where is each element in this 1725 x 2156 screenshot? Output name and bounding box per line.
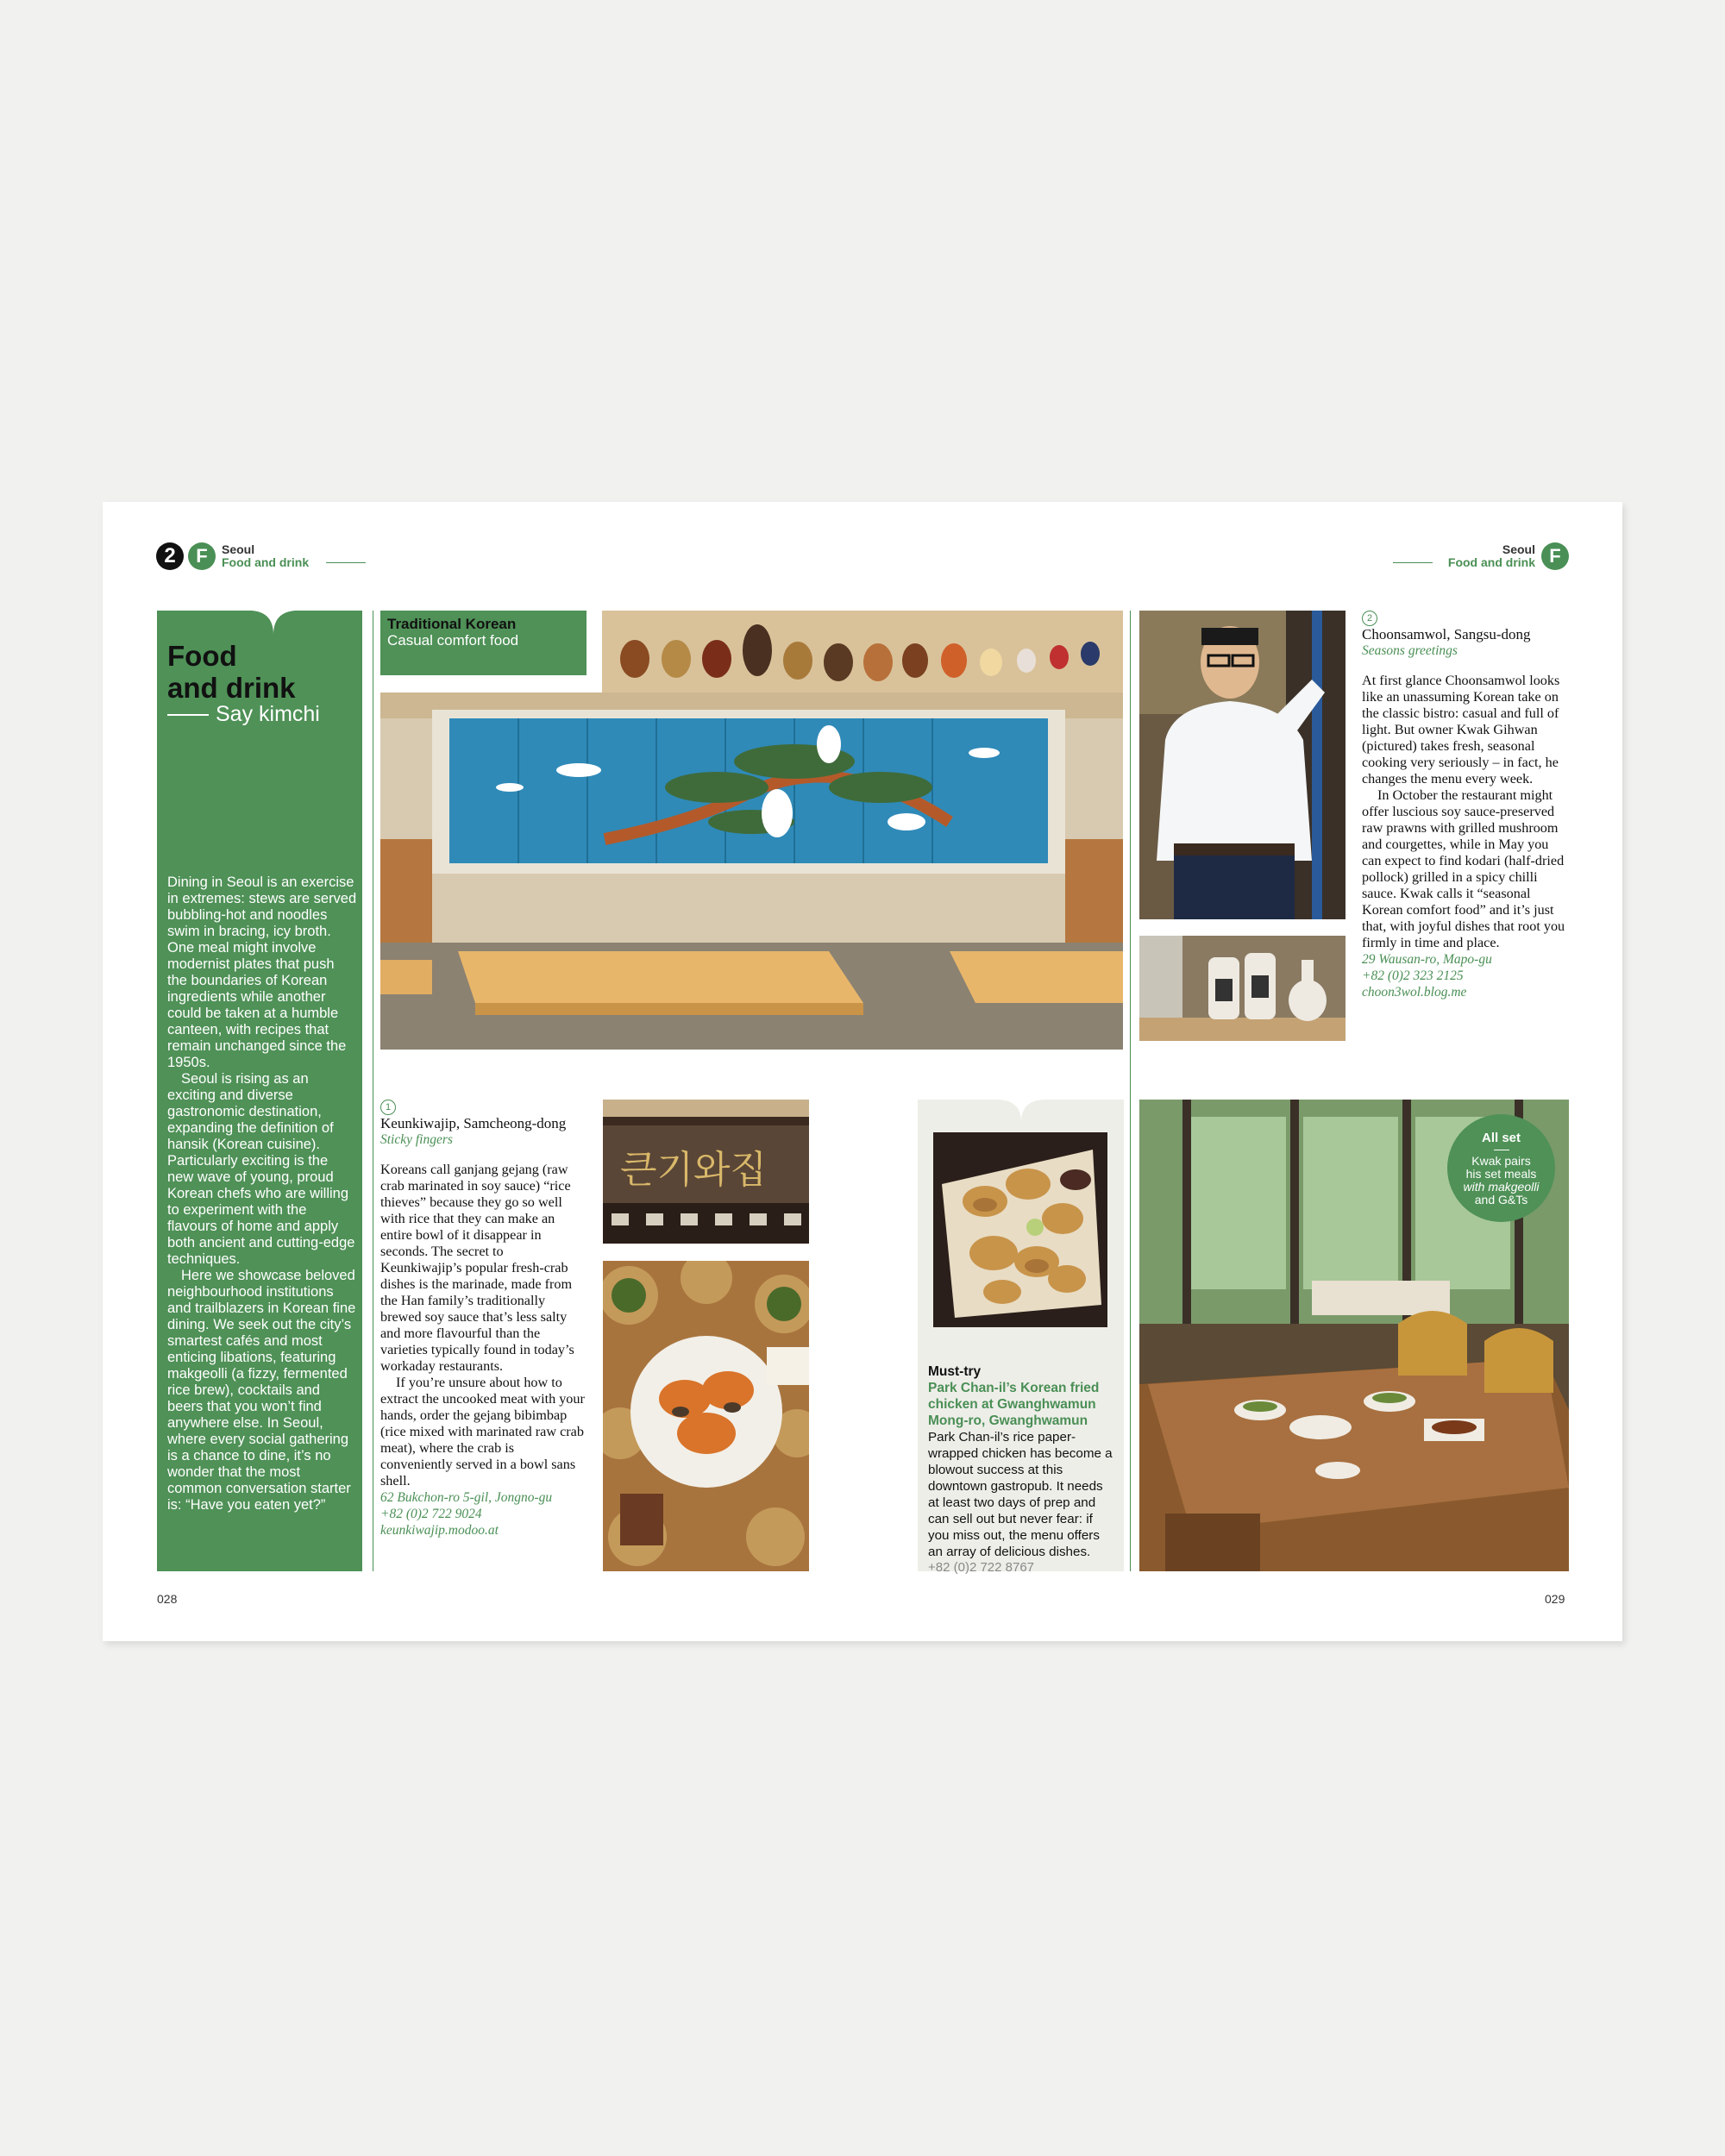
venue-copy <box>380 1162 587 1489</box>
intro-title-line: and drink <box>167 672 296 704</box>
venue-deck: Seasons greetings <box>1362 643 1458 658</box>
must-try-label: Must-try <box>928 1364 982 1379</box>
intro-paragraph: Here we showcase beloved neighbourhood institutions and trailblazers in Korean fine dining. We seek out the city’s smartest cafés and most enticing libations, featuring makgeolli (a fizzy, fermented rice brew), cocktails and beers that you won’t find anywhere else. In Seoul, where every social gathering is a chance to dine, it’s no wonder that the most common conversation starter is: “Have you eaten yet?” <box>167 1268 356 1513</box>
all-set-callout <box>1447 1114 1555 1222</box>
header-section: Food and drink <box>1447 555 1535 569</box>
venue-number-circle: 1 <box>380 1100 396 1115</box>
venue-paragraph: Koreans call ganjang gejang (raw crab marinated in soy sauce) “rice thieves” because they go so well with rice that they can make an entire bowl of it disappear in seconds. The secret to Keunkiwajip’s popular fresh-crab dishes is the marinade, made from the Han family’s traditionally brewed soy sauce that’s less salty and more flavourful than the varieties typically found in today’s workaday restaurants. <box>380 1162 574 1374</box>
header-section: Food and drink <box>222 555 310 569</box>
crab-dish-illustration <box>603 1261 809 1571</box>
masks-illustration <box>602 611 1123 693</box>
header-rule <box>326 562 366 563</box>
section-letter-badge: F <box>1541 542 1569 570</box>
section-letter-badge: F <box>188 542 216 570</box>
callout-line: his set meals <box>1465 1167 1537 1181</box>
callout-title: All set <box>1481 1131 1521 1145</box>
photo-dining-room <box>380 693 1123 1050</box>
venue-address: 29 Wausan-ro, Mapo-gu <box>1362 952 1492 967</box>
sign-illustration <box>603 1100 809 1244</box>
header-city: Seoul <box>222 542 255 556</box>
must-try-phone: +82 (0)2 722 8767 <box>928 1560 1035 1575</box>
venue-website: keunkiwajip.modoo.at <box>380 1523 499 1538</box>
venue-paragraph: In October the restaurant might offer luscious soy sauce-preserved raw prawns with grilled mushroom and courgettes, while in May you can expect to find kodari (half-dried pollock) grilled in a spicy chilli sauce. Kwak calls it “seasonal Korean comfort food” and it’s just that, with joyful dishes that root you firmly in time and place. <box>1362 787 1565 950</box>
section-tag <box>380 611 586 675</box>
must-try-box <box>918 1100 1124 1575</box>
callout-line: Kwak pairs <box>1471 1154 1531 1168</box>
intro-paragraph: Dining in Seoul is an exercise in extremes: stews are served bubbling-hot and noodles swim in bracing, icy broth. One meal might involve modernist plates that push the boundaries of Korean ingredients while another could be taken at a humble canteen, with recipes that remain unchanged since the 1950s. <box>167 874 357 1070</box>
intro-title-line: Food <box>167 640 237 672</box>
column-rule <box>1130 611 1131 1571</box>
section-tag-subtitle: Casual comfort food <box>387 632 519 649</box>
photo-owner-portrait <box>1139 611 1346 919</box>
header-city: Seoul <box>1502 542 1535 556</box>
venue1-article <box>380 1115 587 1539</box>
venue-paragraph: At first glance Choonsamwol looks like an unassuming Korean take on the classic bistro: casual and full of light. But owner Kwak Gihwan (pictured) takes fresh, seasonal cooking very seriously – in fact, he changes the menu every week. <box>1362 673 1560 787</box>
intro-title <box>167 640 296 704</box>
venue-website: choon3wol.blog.me <box>1362 985 1467 1000</box>
intro-panel <box>157 611 362 1571</box>
intro-body <box>167 874 357 1514</box>
venue-number-circle: 2 <box>1362 611 1377 626</box>
panel-notch <box>252 611 295 635</box>
venue-name: Choonsamwol, Sangsu-dong <box>1362 626 1531 642</box>
photo-bottles <box>1139 936 1346 1041</box>
must-try-text <box>928 1364 1114 1575</box>
photo-fried-chicken <box>933 1132 1107 1327</box>
venue-address: 62 Bukchon-ro 5-gil, Jongno-gu <box>380 1490 553 1505</box>
magazine-spread <box>103 502 1622 1641</box>
header-rule <box>1393 562 1433 563</box>
header-left-text <box>222 543 309 569</box>
venue-phone: +82 (0)2 722 9024 <box>380 1507 482 1521</box>
must-try-body: Park Chan-il’s rice paper-wrapped chicken has become a blowout success at this downtown gastropub. It needs at least two days of prep and can sell out but never fear: if you miss out, the menu offers an array of delicious dishes. <box>928 1430 1113 1559</box>
callout-line: with makgeolli <box>1463 1180 1540 1194</box>
intro-subtitle-text: Say kimchi <box>216 702 320 726</box>
callout-line: and G&Ts <box>1474 1193 1528 1206</box>
section-tag-title: Traditional Korean <box>387 616 517 632</box>
fried-chicken-illustration <box>933 1132 1107 1327</box>
photo-masks-wall <box>602 611 1123 693</box>
photo-bistro-interior <box>1139 1100 1569 1571</box>
sign-text: 큰기와집 <box>620 1148 768 1192</box>
venue2-article <box>1362 626 1569 1000</box>
venue-phone: +82 (0)2 323 2125 <box>1362 968 1464 983</box>
venue-paragraph: If you’re unsure about how to extract the uncooked meat with your hands, order the gejang bibimbap (rice mixed with marinated raw crab meat), where the crab is conveniently served in a bowl sans shell. <box>380 1375 585 1489</box>
section-number-badge: 2 <box>156 542 184 570</box>
venue-copy <box>1362 673 1569 951</box>
dining-room-illustration <box>380 693 1123 1050</box>
must-try-headline: Park Chan-il’s Korean fried chicken at Gwanghwamun Mong-ro, Gwanghwamun <box>928 1381 1100 1428</box>
owner-portrait-illustration <box>1139 611 1346 919</box>
venue-deck: Sticky fingers <box>380 1132 453 1147</box>
intro-subtitle <box>167 702 320 727</box>
page-number-right: 029 <box>1545 1592 1565 1606</box>
bottles-illustration <box>1139 936 1346 1041</box>
page-number-left: 028 <box>157 1592 178 1606</box>
header-right-text <box>1439 543 1535 569</box>
photo-restaurant-sign <box>603 1100 809 1244</box>
intro-paragraph: Seoul is rising as an exciting and diverse gastronomic destination, expanding the definition of hansik (Korean cuisine). Particularly exciting is the new wave of young, proud Korean chefs who are willing to experiment with the flavours of home and apply both ancient and cutting-edge techniques. <box>167 1071 355 1267</box>
box-notch <box>1000 1100 1043 1122</box>
venue-name: Keunkiwajip, Samcheong-dong <box>380 1115 567 1131</box>
photo-crab-dish <box>603 1261 809 1571</box>
